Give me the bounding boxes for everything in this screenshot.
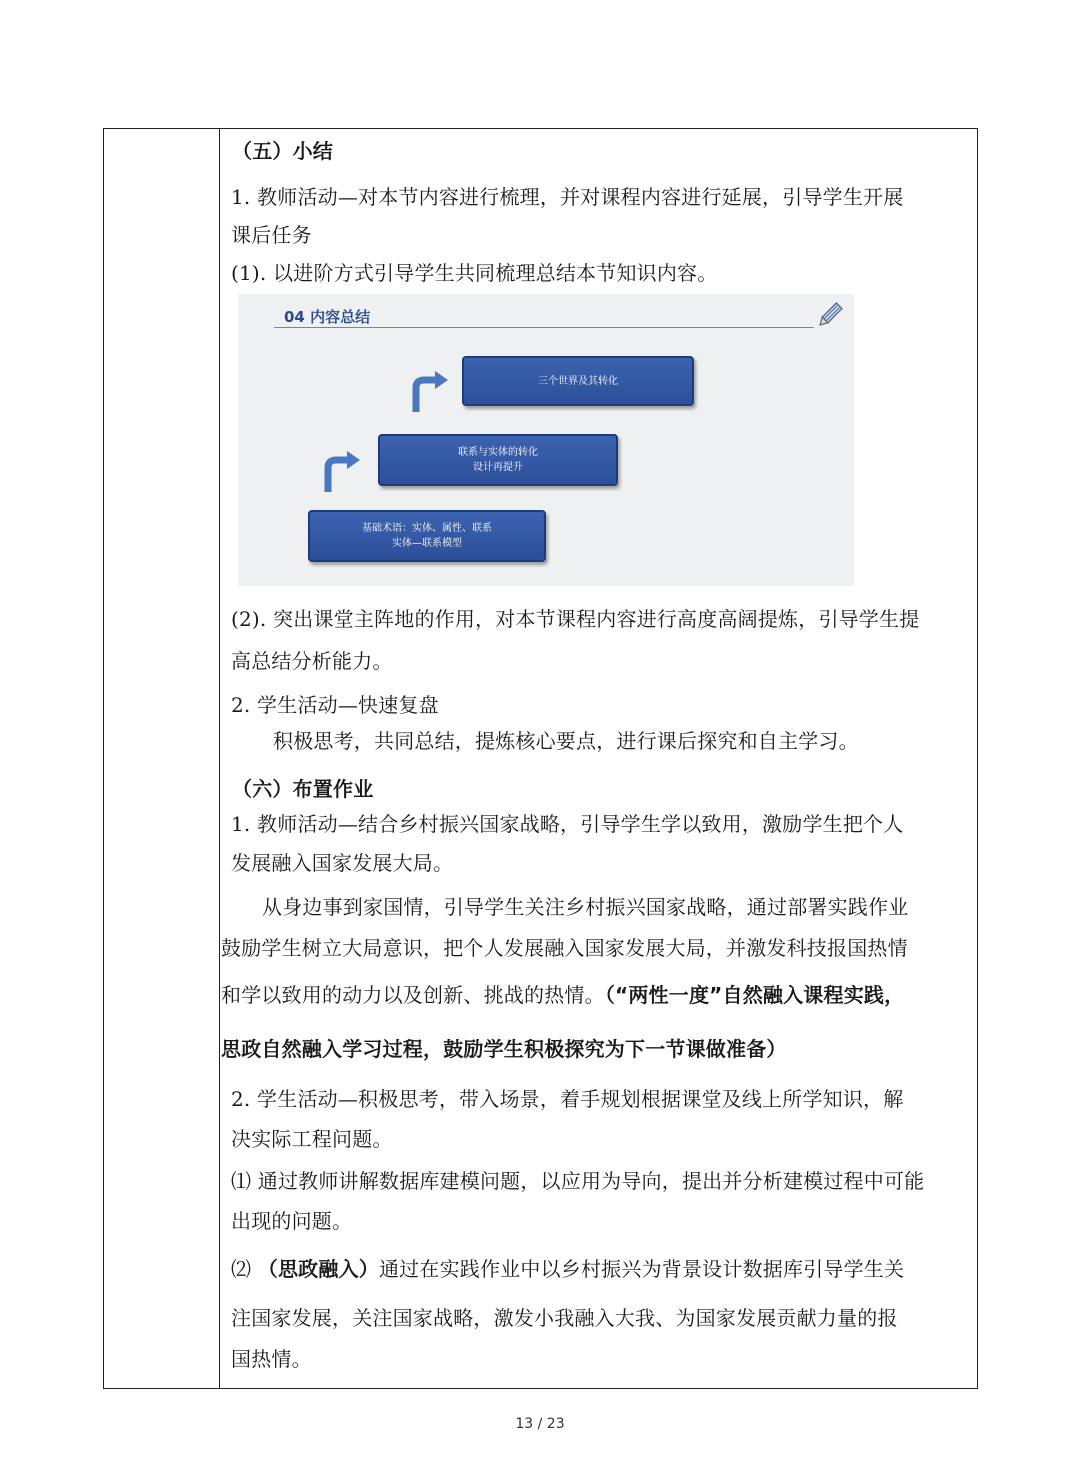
emphasis-text: （思政融入）: [257, 1257, 379, 1281]
summary-slide-image: [238, 294, 854, 586]
section-heading-summary: （五）小结: [232, 139, 333, 163]
paragraph: 鼓励学生树立大局意识，把个人发展融入国家发展大局，并激发科技报国热情: [221, 936, 908, 960]
paragraph: 出现的问题。: [231, 1209, 353, 1233]
slide-title-rule: [274, 327, 814, 328]
paragraph: 国热情。: [231, 1347, 312, 1371]
paragraph: 高总结分析能力。: [231, 649, 393, 673]
paragraph: ⑴ 通过教师讲解数据库建模问题，以应用为导向，提出并分析建模过程中可能: [231, 1169, 925, 1193]
step-box-relation-entity: [378, 434, 618, 486]
paragraph-text: 通过在实践作业中以乡村振兴为背景设计数据库引导学生关: [378, 1257, 905, 1281]
page-number: 13 / 23: [515, 1416, 565, 1432]
step-box-basic-terms: [308, 510, 546, 562]
paragraph: 发展融入国家发展大局。: [231, 851, 454, 875]
emphasis-text: 思政自然融入学习过程，鼓励学生积极探究为下一节课做准备）: [221, 1037, 787, 1061]
paragraph: 注国家发展，关注国家战略，激发小我融入大我、为国家发展贡献力量的报: [231, 1306, 898, 1330]
up-right-arrow-icon: [410, 370, 450, 414]
pencil-icon: [816, 300, 844, 330]
section-heading-homework: （六）布置作业: [232, 777, 374, 801]
step-box-text: 基础术语：实体、属性、联系: [362, 523, 492, 534]
paragraph: 1. 教师活动—对本节内容进行梳理，并对课程内容进行延展，引导学生开展: [231, 185, 904, 209]
table-left-column: [104, 129, 220, 1388]
step-box-text: 三个世界及其转化: [538, 375, 618, 387]
emphasis-text: （“两性一度”自然融入课程实践，: [604, 983, 905, 1007]
paragraph: 1. 教师活动—结合乡村振兴国家战略，引导学生学以致用，激励学生把个人: [231, 812, 904, 836]
paragraph: 从身边事到家国情，引导学生关注乡村振兴国家战略，通过部署实践作业: [262, 895, 909, 919]
paragraph: 2. 学生活动—快速复盘: [231, 693, 439, 717]
paragraph: [221, 982, 904, 1008]
paragraph-text: 和学以致用的动力以及创新、挑战的热情。: [221, 983, 605, 1007]
paragraph: (1). 以进阶方式引导学生共同梳理总结本节知识内容。: [231, 261, 718, 285]
paragraph: [231, 1256, 904, 1282]
paragraph: 2. 学生活动—积极思考，带入场景，着手规划根据课堂及线上所学知识，解: [231, 1087, 904, 1111]
step-box-text: 联系与实体的转化: [458, 447, 538, 458]
paragraph-text: ⑵: [231, 1257, 258, 1281]
paragraph: 课后任务: [231, 223, 312, 247]
step-box-text: 实体—联系模型: [392, 538, 462, 549]
paragraph: 积极思考，共同总结，提炼核心要点，进行课后探究和自主学习。: [273, 729, 859, 753]
paragraph: 决实际工程问题。: [231, 1127, 393, 1151]
paragraph: (2). 突出课堂主阵地的作用，对本节课程内容进行高度高阔提炼，引导学生提: [231, 607, 920, 631]
step-box-three-worlds: [462, 356, 694, 406]
slide-title: 04 内容总结: [284, 308, 371, 326]
up-right-arrow-icon: [322, 450, 362, 494]
step-box-text: 设计再提升: [473, 462, 523, 473]
